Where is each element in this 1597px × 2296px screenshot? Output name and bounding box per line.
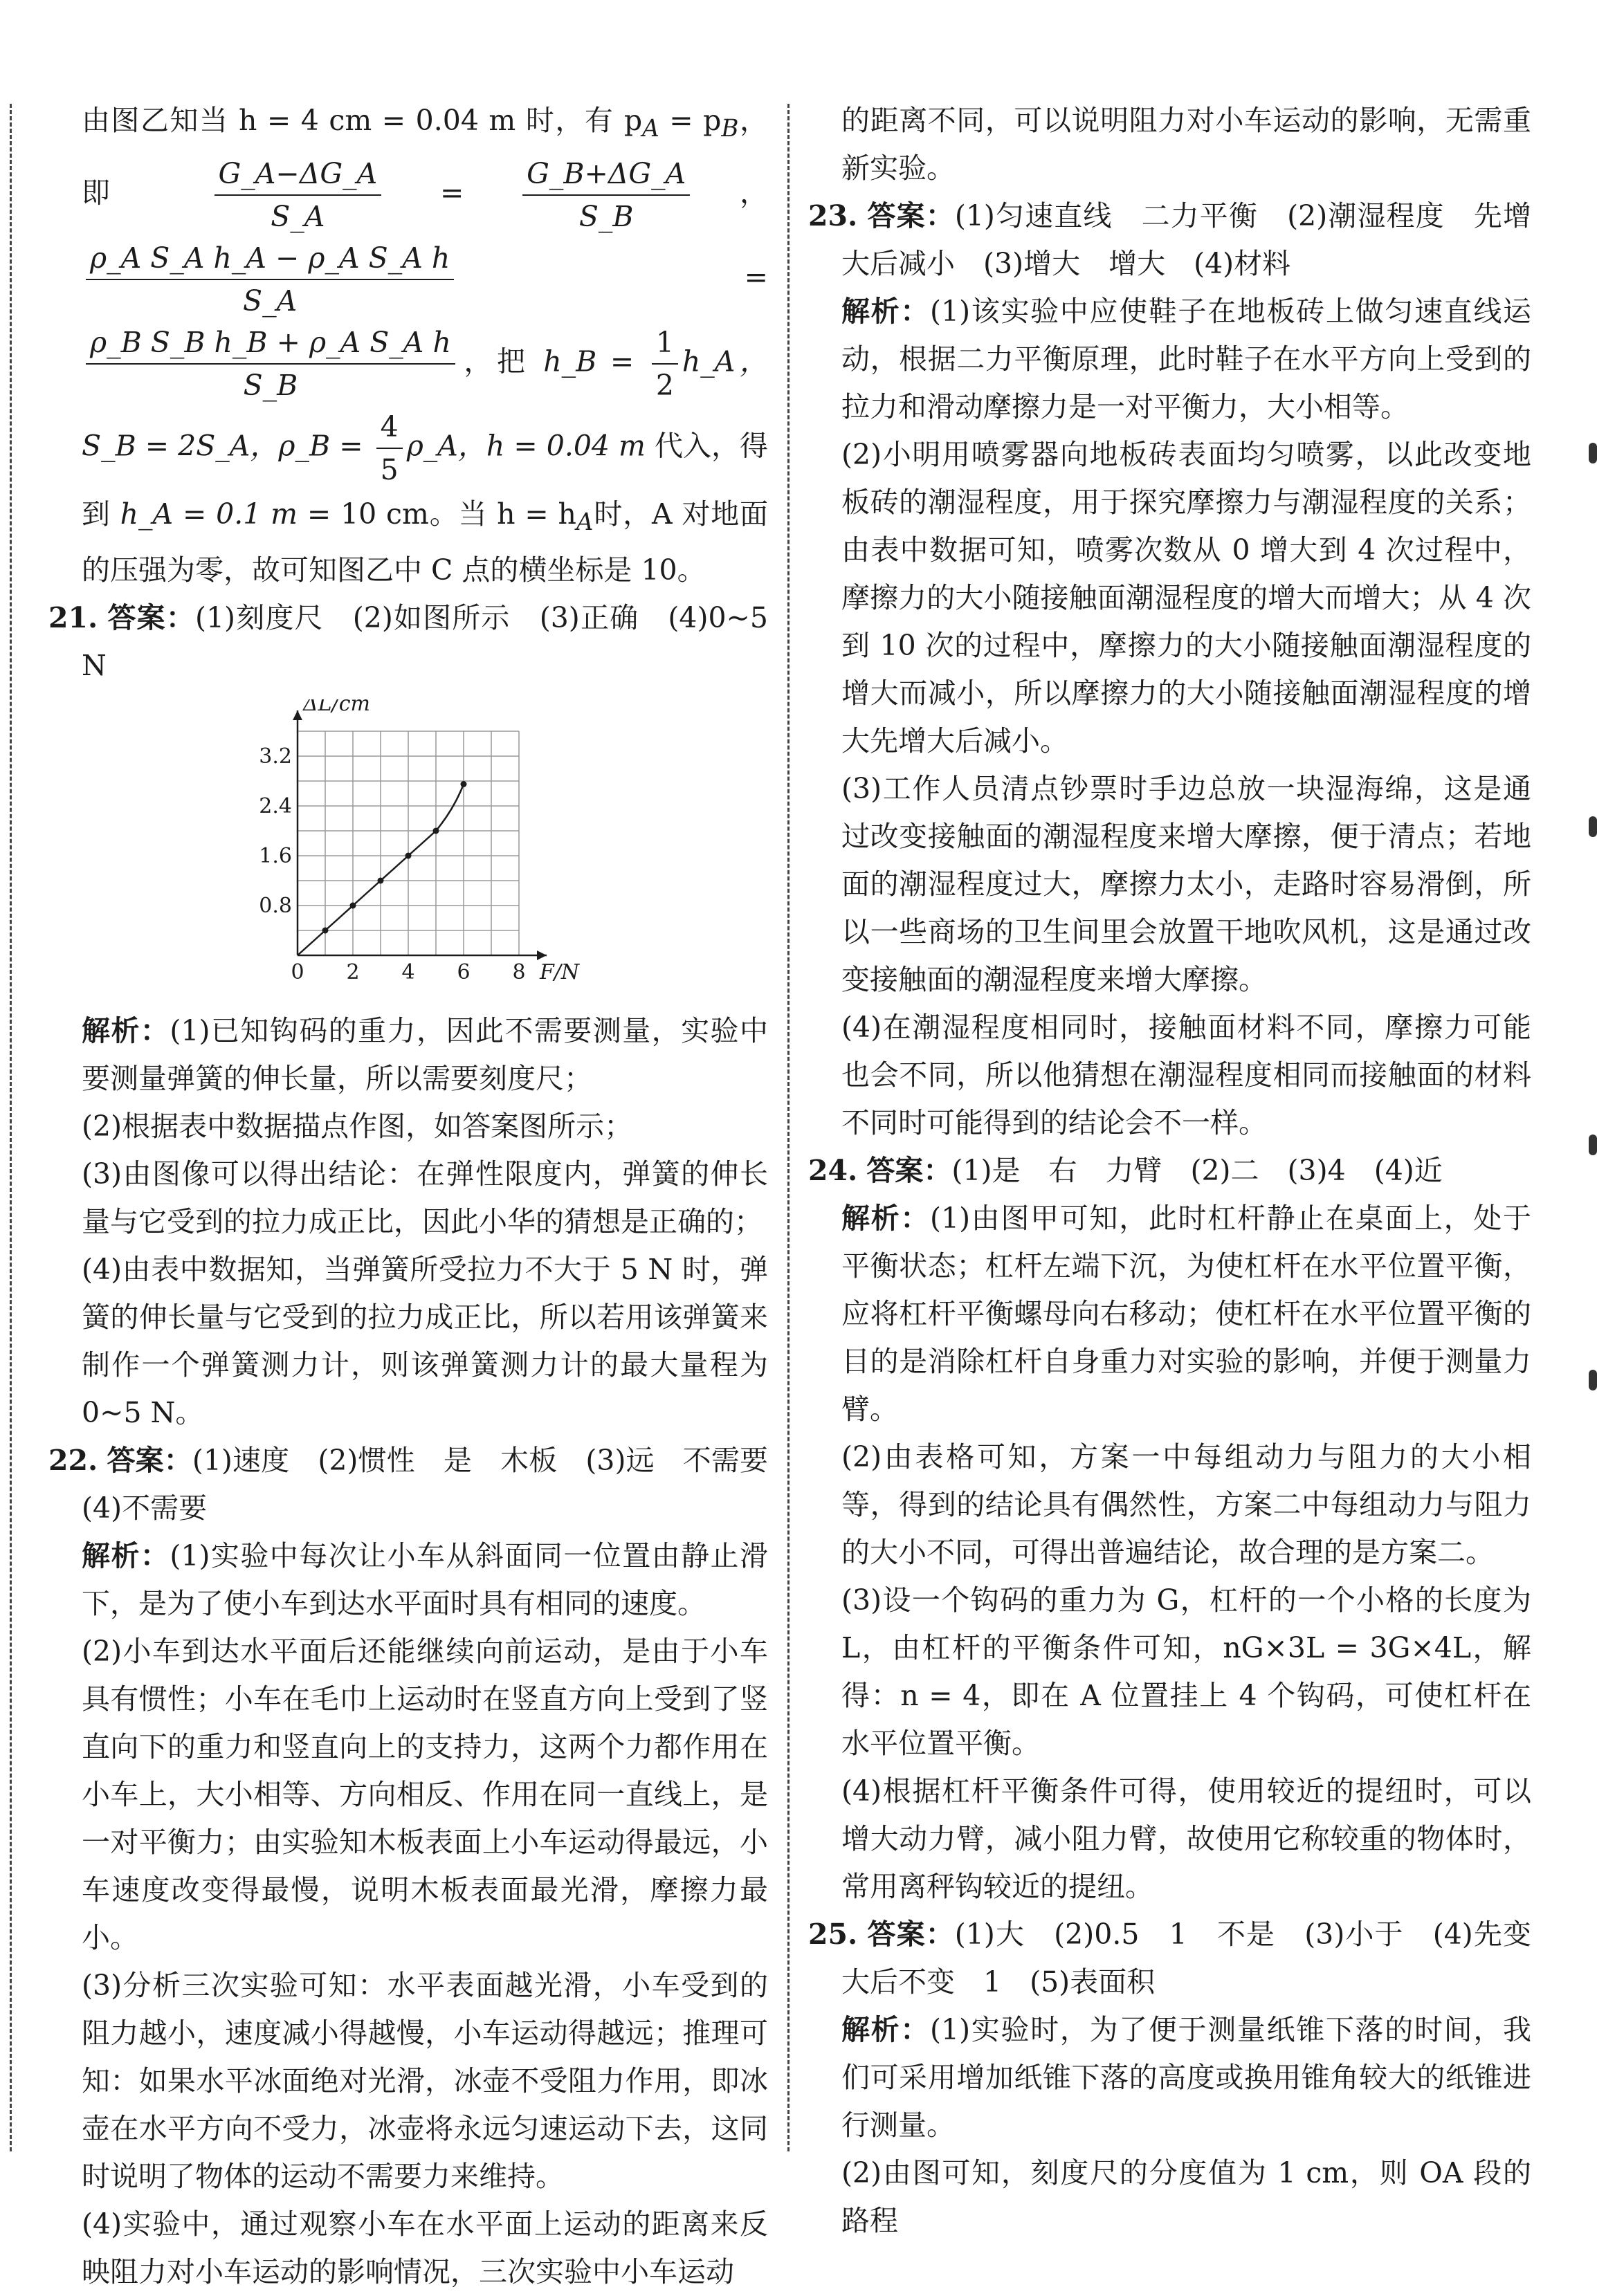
chart-grid [298, 731, 519, 955]
data-point [322, 928, 329, 934]
q22-analysis-3: (3)分析三次实验可知：水平表面越光滑，小车受到的阻力越小，速度减小得越慢，小车运动得越远；推理可知：如果水平冰面绝对光滑，冰壶不受阻力作用，即冰壶在水平方向不受力，冰壶将永远匀速运动下去，这同时说明了物体的运动不需要力来维持。 [82, 1969, 768, 2194]
q24-answer: 24. 答案：(1)是 右 力臂 (2)二 (3)4 (4)近 [808, 1154, 1443, 1187]
chart-marks [298, 781, 467, 955]
x-axis-arrow [537, 950, 547, 960]
q25-analysis-2: (2)由图可知，刻度尺的分度值为 1 cm，则 OA 段的路程 [841, 2156, 1531, 2237]
fraction: $\frac{4}{5}$ [376, 406, 403, 490]
left-dashed-divider [10, 104, 12, 2151]
q21-analysis-3: (3)由图像可以得出结论：在弹性限度内，弹簧的伸长量与它受到的拉力成正比，因此小华的猜想是正确的； [82, 1157, 768, 1239]
q21-analysis-2: (2)根据表中数据描点作图，如答案图所示； [82, 1110, 633, 1144]
q22-analysis-4: (4)实验中，通过观察小车在水平面上运动的距离来反映阻力对小车运动的影响情况，三次实验中小车运动 [82, 2207, 768, 2289]
edge-mark [1589, 816, 1597, 837]
q22-analysis-2: (2)小车到达水平面后还能继续向前运动，是由于小车具有惯性；小车在毛巾上运动时在竖直方向上受到了竖直向下的重力和竖直向上的支持力，这两个力都作用在小车上，大小相等、方向相反、作用在同一直线上，是一对平衡力；由实验知木板表面上小车运动得最远，小车速度改变得最慢，说明木板表面最光滑，摩擦力最小。 [82, 1635, 768, 1955]
data-point [405, 853, 412, 859]
fraction: $\frac{\text{ρ\_A S\_A h\_A − ρ\_A S\_A h}}{S\_A}$ [86, 237, 454, 322]
fraction: $\frac{\text{ρ\_B S\_B h\_B + ρ\_A S\_A h}}{S\_B}$ [86, 322, 455, 406]
fraction: $\frac{1}{2}$ [652, 322, 678, 406]
y-axis-label: ΔL/cm [303, 699, 370, 717]
y-tick-label: 3.2 [259, 744, 292, 769]
q21-answer: 21. 答案：(1)刻度尺 (2)如图所示 (3)正确 (4)0~5 N [48, 601, 768, 683]
q25-answer: 25. 答案：(1)大 (2)0.5 1 不是 (3)小于 (4)先变大后不变 1 (5)表面积 [808, 1918, 1531, 1999]
q23-analysis-3: (3)工作人员清点钞票时手边总放一块湿海绵，这是通过改变接触面的潮湿程度来增大摩擦，便于清点；若地面的潮湿程度过大，摩擦力太小，走路时容易滑倒，所以一些商场的卫生间里会放置干地吹风机，这是通过改变接触面的潮湿程度来增大摩擦。 [841, 772, 1531, 996]
q21-analysis-4: (4)由表中数据知，当弹簧所受拉力不大于 5 N 时，弹簧的伸长量与它受到的拉力成正比，所以若用该弹簧来制作一个弹簧测力计，则该弹簧测力计的最大量程为 0~5 N。 [82, 1253, 768, 1430]
q21-analysis-1: 解析：(1)已知钩码的重力，因此不需要测量，实验中要测量弹簧的伸长量，所以需要刻度尺； [82, 1014, 769, 1096]
q22-answer: 22. 答案：(1)速度 (2)惯性 是 木板 (3)远 不需要 (4)不需要 [48, 1444, 796, 1525]
left-column [48, 97, 796, 2296]
fraction: $\frac{G\_B+\Delta G\_A}{S\_B}$ [522, 153, 690, 237]
data-point [461, 781, 467, 787]
x-tick-label: 0 [291, 960, 304, 985]
y-tick-label: 0.8 [259, 894, 292, 919]
edge-mark [1589, 1135, 1597, 1155]
x-tick-label: 8 [512, 960, 526, 985]
edge-mark [1589, 1370, 1597, 1390]
y-tick-label: 2.4 [259, 794, 292, 819]
y-tick-label: 1.6 [259, 844, 292, 869]
right-column [808, 97, 1531, 2245]
y-axis-arrow [293, 710, 302, 720]
data-point [350, 903, 356, 909]
chart-axes [259, 699, 581, 984]
q22-analysis-1: 解析：(1)实验中每次让小车从斜面同一位置由静止滑下，是为了使小车到达水平面时具有相同的速度。 [82, 1539, 769, 1621]
q23-answer: 23. 答案：(1)匀速直线 二力平衡 (2)潮湿程度 先增大后减小 (3)增大 增大 (4)材料 [808, 199, 1532, 280]
center-dashed-divider [787, 104, 790, 2151]
q25-analysis-1: 解析：(1)实验时，为了便于测量纸锥下落的时间，我们可采用增加纸锥下落的高度或换用锥角较大的纸锥进行测量。 [841, 2013, 1532, 2142]
spring-extension-chart [256, 699, 616, 990]
x-tick-label: 6 [457, 960, 471, 985]
data-point [433, 828, 439, 834]
q24-analysis-1: 解析：(1)由图甲可知，此时杠杆静止在桌面上，处于平衡状态；杠杆左端下沉，为使杠杆在水平位置平衡，应将杠杆平衡螺母向右移动；使杠杆在水平位置平衡的目的是消除杠杆自身重力对实验的影响，并便于测量力臂。 [841, 1202, 1532, 1426]
x-axis-label: F/N [540, 960, 580, 985]
q23-analysis-1: 解析：(1)该实验中应使鞋子在地板砖上做匀速直线运动，根据二力平衡原理，此时鞋子在水平方向上受到的拉力和滑动摩擦力是一对平衡力，大小相等。 [841, 295, 1532, 423]
q20-continuation: 由图乙知当 h = 4 cm = 0.04 m 时，有 $p_A = p_B$，即 $\frac{G\_A-\Delta G\_A}{S\_A}$ = $\frac{G\_B+\Delta G\_A}{S\_B}$ ， $\frac{\text{ρ\_A S\_A h\_A − ρ\_A S\_A h}}{S\_A}$ = $\frac{\text{ρ\_B S\_B h\_B + ρ\_A S\_A h}}{S\_B}$ ，把 h_B = $\frac{1}{2}$ h_A， S_B = 2S_A，ρ_B = $\frac{4}{5}$ ρ_A，h = 0.04 m 代入，得到 h_A = 0.1 m = 10 cm。当 $h = h_A$时，A 对地面的压强为零，故可知图乙中 C 点的横坐标是 10。 [82, 104, 769, 587]
fraction: $\frac{G\_A-\Delta G\_A}{S\_A}$ [215, 153, 382, 237]
edge-mark [1589, 443, 1597, 463]
q24-analysis-2: (2)由表格可知，方案一中每组动力与阻力的大小相等，得到的结论具有偶然性，方案二中每组动力与阻力的大小不同，可得出普遍结论，故合理的是方案二。 [841, 1440, 1531, 1569]
q23-analysis-2: (2)小明用喷雾器向地板砖表面均匀喷雾，以此改变地板砖的潮湿程度，用于探究摩擦力与潮湿程度的关系；由表中数据可知，喷雾次数从 0 增大到 4 次过程中，摩擦力的大小随接触面潮湿程度的增大而增大；从 4 次到 10 次的过程中，摩擦力的大小随接触面潮湿程度的增大而减小，所以摩擦力的大小随接触面潮湿程度的增大先增大后减小。 [841, 438, 1531, 757]
q22-continuation: 的距离不同，可以说明阻力对小车运动的影响，无需重新实验。 [841, 104, 1531, 185]
q24-analysis-3: (3)设一个钩码的重力为 G，杠杆的一个小格的长度为 L，由杠杆的平衡条件可知，nG×3L = 3G×4L，解得：n = 4，即在 A 位置挂上 4 个钩码，可使杠杆在水平位置平衡。 [841, 1583, 1531, 1760]
q23-analysis-4: (4)在潮湿程度相同时，接触面材料不同，摩擦力可能也会不同，所以他猜想在潮湿程度相同而接触面的材料不同时可能得到的结论会不一样。 [841, 1011, 1531, 1139]
x-tick-label: 4 [401, 960, 415, 985]
data-point [378, 878, 384, 884]
x-tick-label: 2 [346, 960, 360, 985]
q24-analysis-4: (4)根据杠杆平衡条件可得，使用较近的提纽时，可以增大动力臂，减小阻力臂，故使用它称较重的物体时，常用离秤钩较近的提纽。 [841, 1774, 1531, 1903]
